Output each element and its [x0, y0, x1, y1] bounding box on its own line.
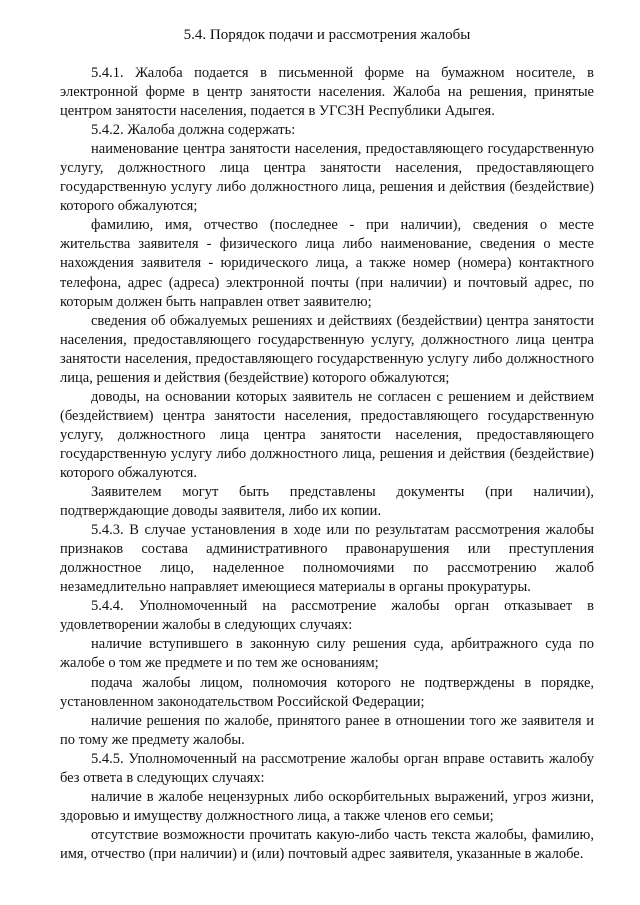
paragraph-supporting-documents: Заявителем могут быть представлены документы (при наличии), подтверждающие доводы заявителя, либо их копии.	[60, 484, 594, 520]
list-item-court-decision: наличие вступившего в законную силу решения суда, арбитражного суда по жалобе о том же предмете и по тем же основаниям;	[60, 636, 594, 672]
section-heading: 5.4. Порядок подачи и рассмотрения жалобы	[183, 27, 471, 43]
paragraph-5-4-2: 5.4.2. Жалоба должна содержать:	[91, 122, 296, 139]
paragraph-5-4-1: 5.4.1. Жалоба подается в письменной форме на бумажном носителе, в электронной форме в центр занятости населения. Жалоба на решения, принятые центром занятости населения, подается в УГСЗН Республики Адыгея.	[60, 65, 594, 120]
list-item-unreadable-text: отсутствие возможности прочитать какую-либо часть текста жалобы, фамилию, имя, отчество (при наличии) и (или) почтовый адрес заявителя, указанные в жалобе.	[60, 826, 594, 862]
document-body	[60, 64, 594, 864]
paragraph-5-4-3: 5.4.3. В случае установления в ходе или по результатам рассмотрения жалобы признаков состава административного правонарушения или преступления должностное лицо, наделенное полномочиями по рассмотрению жалоб незамедлительно направляет имеющиеся материалы в органы прокуратуры.	[60, 522, 594, 596]
list-item-applicant-details: фамилию, имя, отчество (последнее - при наличии), сведения о месте жительства заявителя - физического лица либо наименование, сведения о месте нахождения заявителя - юридического лица, а также номер (номера) контактного телефона, адрес (адреса) электронной почты (при наличии) и почтовый адрес, по которым должен быть направлен ответ заявителю;	[60, 217, 594, 310]
list-item-appealed-decisions: сведения об обжалуемых решениях и действиях (бездействии) центра занятости населения, предоставляющего государственную услугу, должностного лица центра занятости населения, предоставляющего государственную услугу либо должностного лица, решения и действия (бездействие) которого обжалуются;	[60, 312, 594, 386]
paragraph-5-4-5: 5.4.5. Уполномоченный на рассмотрение жалобы орган вправе оставить жалобу без ответа в следующих случаях:	[60, 750, 594, 786]
list-item-center-name: наименование центра занятости населения, предоставляющего государственную услугу, должностного лица центра занятости населения, предоставляющего государственную услугу либо должностного лица, решения и действия (бездействие) которого обжалуются;	[60, 141, 594, 215]
list-item-obscene-language: наличие в жалобе нецензурных либо оскорбительных выражений, угроз жизни, здоровью и имуществу должностного лица, а также членов его семьи;	[60, 788, 594, 824]
paragraph-5-4-4: 5.4.4. Уполномоченный на рассмотрение жалобы орган отказывает в удовлетворении жалобы в следующих случаях:	[60, 598, 594, 634]
list-item-unconfirmed-authority: подача жалобы лицом, полномочия которого не подтверждены в порядке, установленном законодательством Российской Федерации;	[60, 674, 594, 710]
list-item-prior-decision: наличие решения по жалобе, принятого ранее в отношении того же заявителя и по тому же предмету жалобы.	[60, 712, 594, 748]
list-item-arguments: доводы, на основании которых заявитель не согласен с решением и действием (бездействием) центра занятости населения, предоставляющего государственную услугу, должностного лица центра занятости населения, предоставляющего государственную услугу либо должностного лица, решения и действия (бездействие) которого обжалуются.	[60, 388, 594, 481]
